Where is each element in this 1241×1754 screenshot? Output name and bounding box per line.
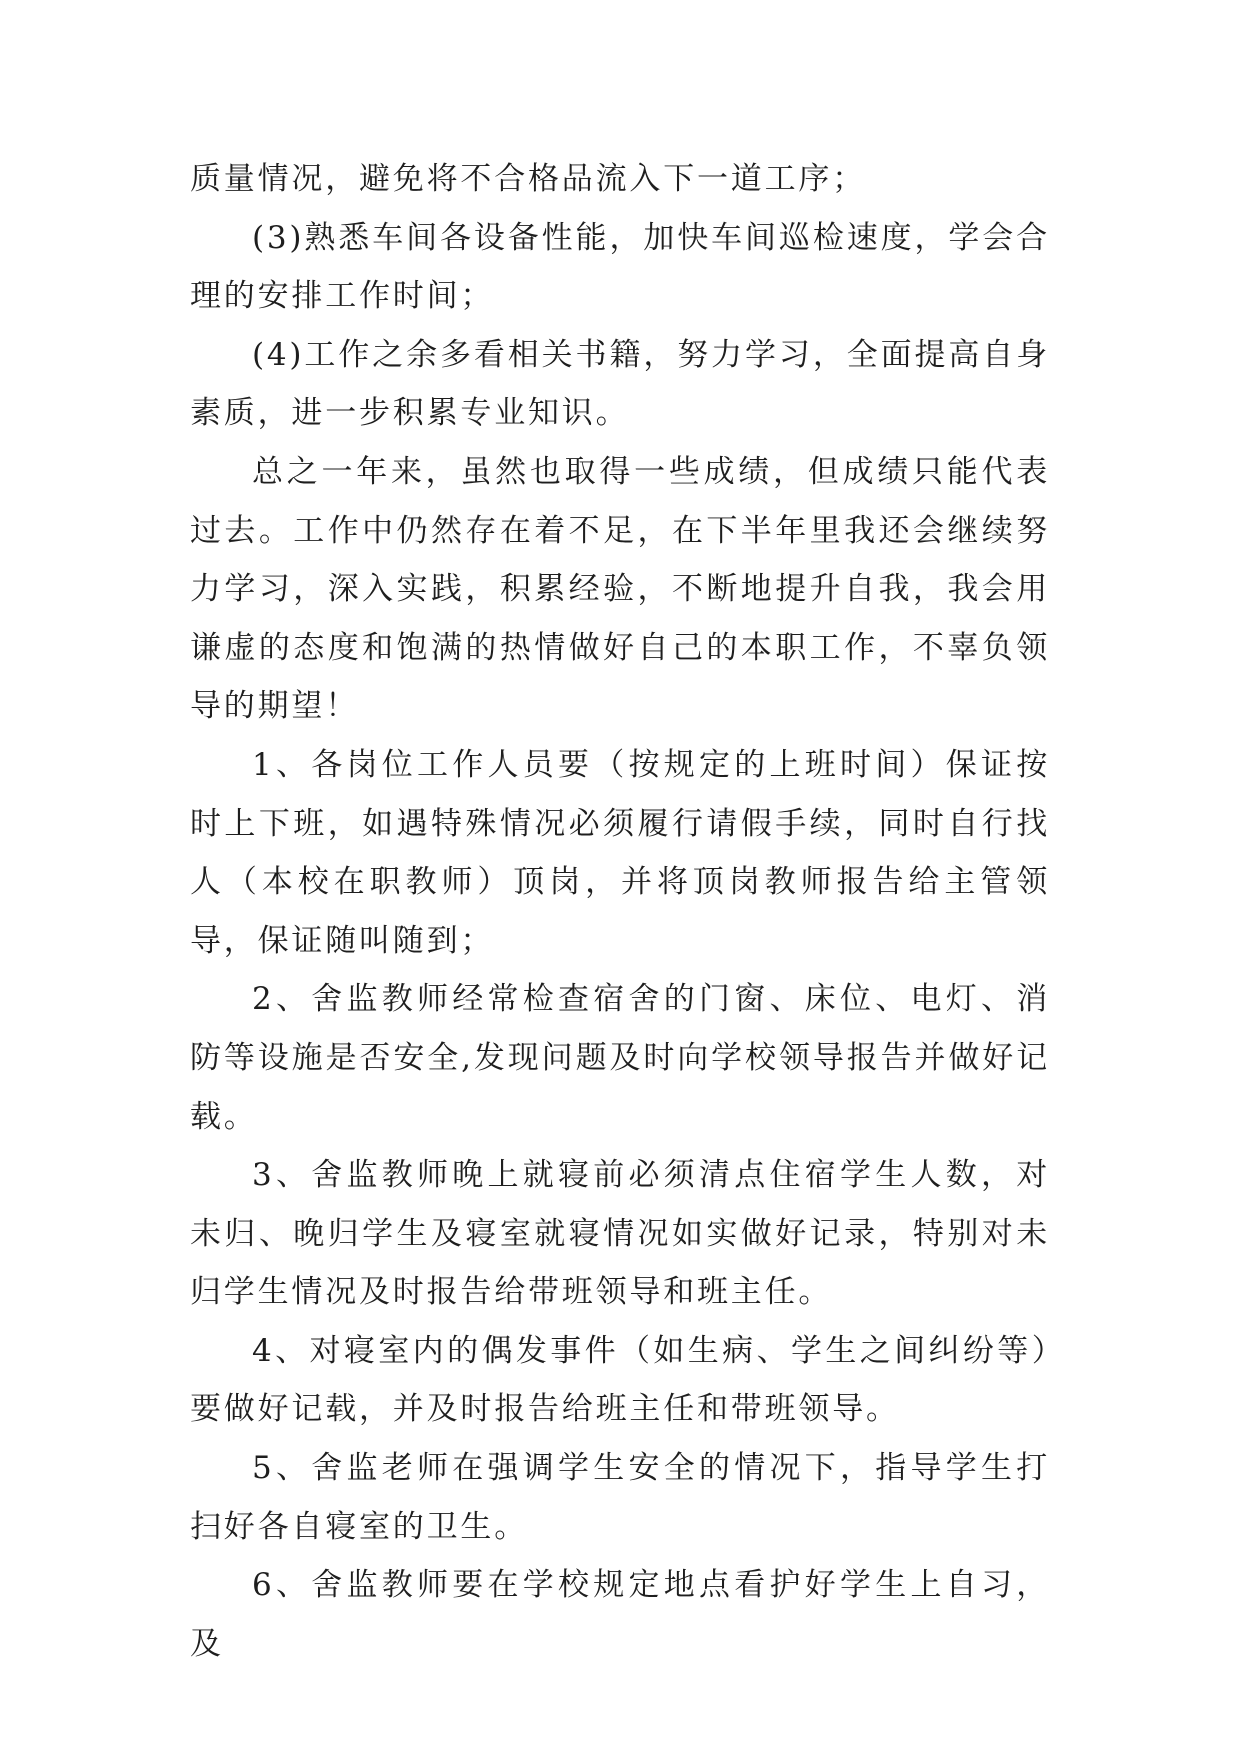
rule-item-4: 4、对寝室内的偶发事件（如生病、学生之间纠纷等）要做好记载，并及时报告给班主任和带班领导。 (190, 1332, 1050, 1428)
rule-item-1: 1、各岗位工作人员要（按规定的上班时间）保证按时上下班，如遇特殊情况必须履行请假手续，同时自行找人（本校在职教师）顶岗，并将顶岗教师报告给主管领导，保证随叫随到； (190, 746, 1050, 959)
paragraph-summary: 总之一年来，虽然也取得一些成绩，但成绩只能代表过去。工作中仍然存在着不足，在下半年里我还会继续努力学习，深入实践，积累经验，不断地提升自我，我会用谦虚的态度和饱满的热情做好自己的本职工作，不辜负领导的期望！ (190, 453, 1050, 725)
rule-item-2: 2、舍监教师经常检查宿舍的门窗、床位、电灯、消防等设施是否安全,发现问题及时向学校领导报告并做好记载。 (190, 981, 1050, 1135)
paragraph-item-4: (4)工作之余多看相关书籍，努力学习，全面提高自身素质，进一步积累专业知识。 (190, 336, 1050, 432)
paragraph-item-3: (3)熟悉车间各设备性能，加快车间巡检速度，学会合理的安排工作时间； (190, 219, 1050, 315)
rule-item-3: 3、舍监教师晚上就寝前必须清点住宿学生人数，对未归、晚归学生及寝室就寝情况如实做好记录，特别对未归学生情况及时报告给带班领导和班主任。 (190, 1157, 1050, 1311)
paragraph-continuation: 质量情况，避免将不合格品流入下一道工序； (190, 161, 866, 197)
document-body (190, 150, 1050, 1673)
rule-item-5: 5、舍监老师在强调学生安全的情况下，指导学生打扫好各自寝室的卫生。 (190, 1450, 1050, 1545)
rule-item-6: 6、舍监教师要在学校规定地点看护好学生上自习，及 (190, 1567, 1050, 1662)
